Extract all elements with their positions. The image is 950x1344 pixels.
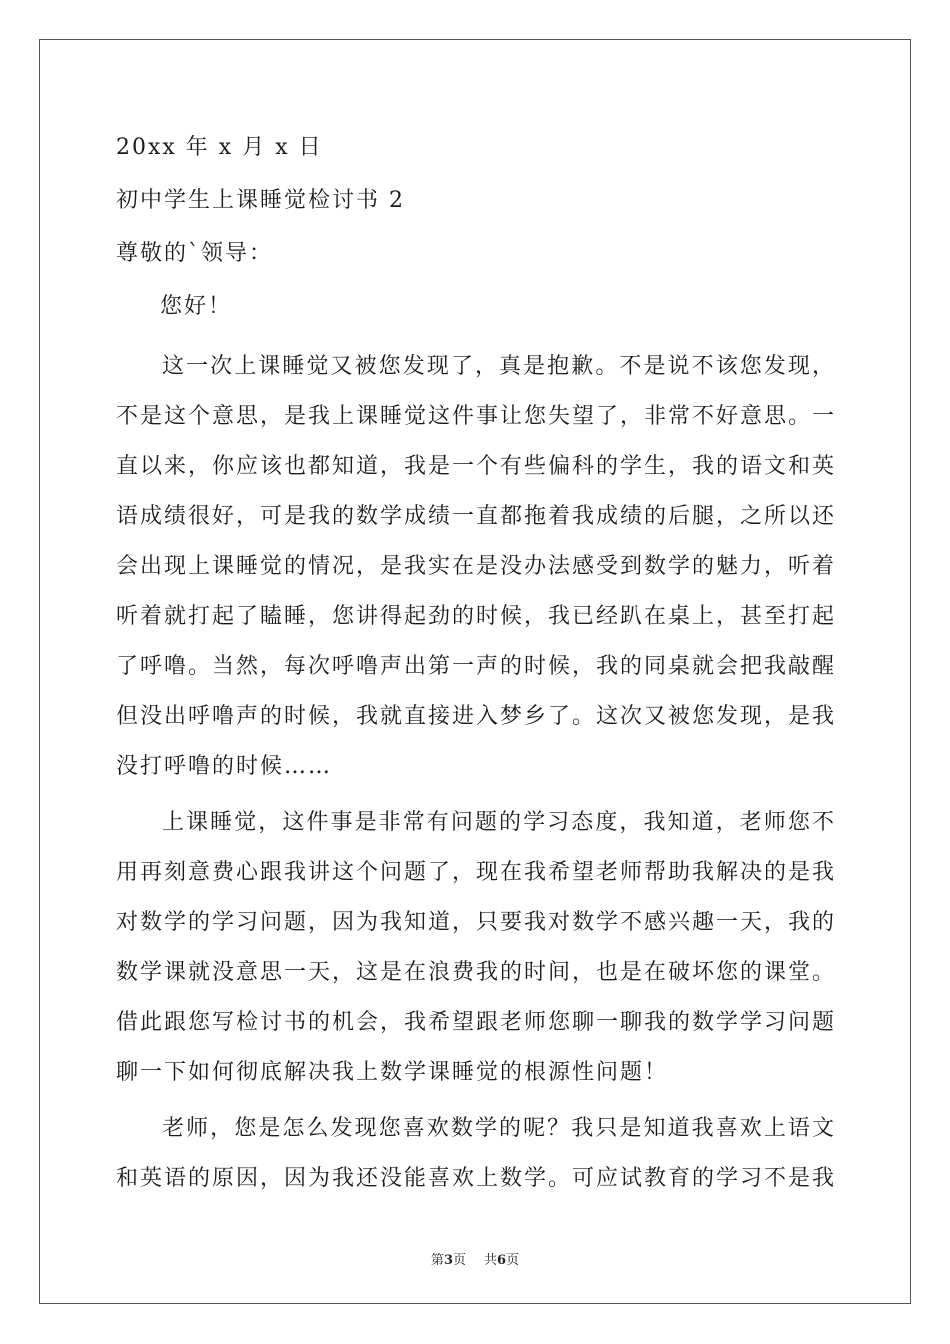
document-body: [116, 130, 836, 1210]
paragraph: 老师，您是怎么发现您喜欢数学的呢？我只是知道我喜欢上语文和英语的原因，因为我还没能喜欢上数学。可应试教育的学习不是我: [116, 1116, 837, 1191]
total-suffix: 页: [506, 1253, 520, 1268]
paragraph: 上课睡觉，这件事是非常有问题的学习态度，我知道，老师您不用再刻意费心跟我讲这个问题了，现在我希望老师帮助我解决的是我对数学的学习问题，因为我知道，只要我对数学不感兴趣一天，我的数学课就没意思一天，这是在浪费我的时间，也是在破坏您的课堂。借此跟您写检讨书的机会，我希望跟老师您聊一聊我的数学学习问题聊一下如何彻底解决我上数学课睡觉的根源性问题！: [116, 810, 837, 1085]
page-footer: [0, 1249, 950, 1268]
greeting: 您好！: [160, 294, 233, 319]
current-page-number: 3: [443, 1253, 453, 1268]
paragraph: 这一次上课睡觉又被您发现了，真是抱歉。不是说不该您发现，不是这个意思，是我上课睡觉这件事让您失望了，非常不好意思。一直以来，你应该也都知道，我是一个有些偏科的学生，我的语文和英语成绩很好，可是我的数学成绩一直都拖着我成绩的后腿，之所以还会出现上课睡觉的情况，是我实在是没办法感受到数学的魅力，听着听着就打起了瞌睡，您讲得起劲的时候，我已经趴在桌上，甚至打起了呼噜。当然，每次呼噜声出第一声的时候，我的同桌就会把我敲醒但没出呼噜声的时候，我就直接进入梦乡了。这次又被您发现，是我没打呼噜的时候……: [116, 354, 837, 779]
salutation: 尊敬的`领导：: [116, 241, 274, 266]
document-title: 初中学生上课睡觉检讨书 2: [116, 188, 405, 213]
page-suffix: 页: [452, 1253, 466, 1268]
date-line: 20xx 年 x 月 x 日: [116, 135, 323, 160]
total-prefix: 共: [484, 1253, 498, 1268]
total-page-number: 6: [497, 1253, 507, 1268]
page-prefix: 第: [430, 1253, 444, 1268]
